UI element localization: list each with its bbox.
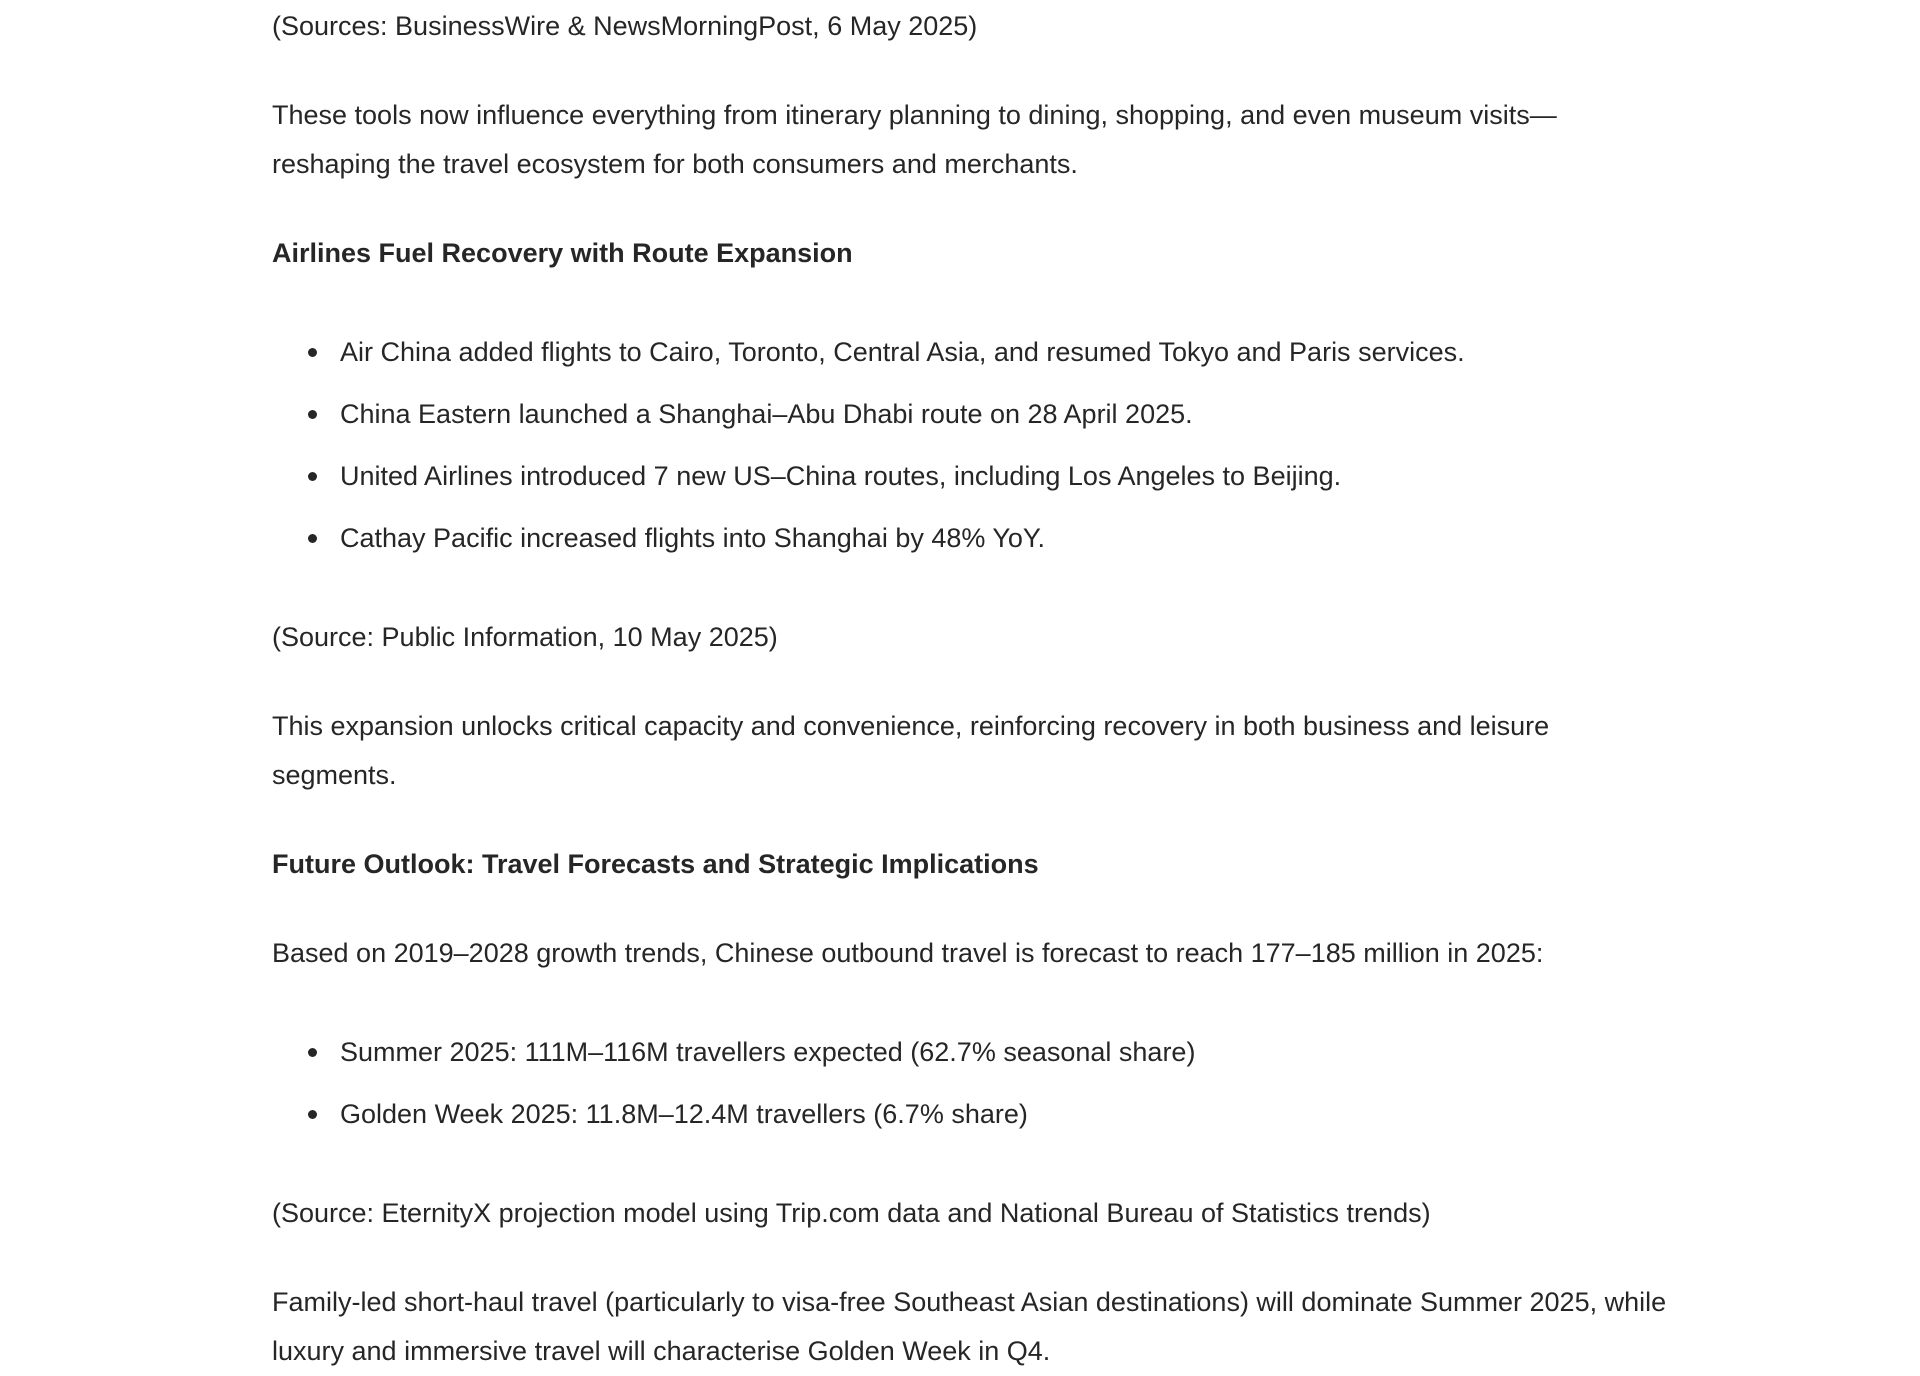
bullet-icon (308, 1048, 317, 1057)
source-citation: (Sources: BusinessWire & NewsMorningPost, 6 May 2025) (272, 11, 978, 41)
bullet-icon (308, 410, 317, 419)
body-paragraph: Based on 2019–2028 growth trends, Chinese outbound travel is forecast to reach 177–185 million in 2025: (272, 938, 1544, 968)
article-body (272, 0, 1672, 1376)
list-item (340, 1028, 1672, 1077)
list-item (340, 1090, 1672, 1139)
section-heading-outlook: Future Outlook: Travel Forecasts and Strategic Implications (272, 849, 1039, 879)
list-item-text: China Eastern launched a Shanghai–Abu Dhabi route on 28 April 2025. (340, 399, 1193, 429)
list-item (340, 514, 1672, 563)
list-item (340, 452, 1672, 501)
list-item-text: Cathay Pacific increased flights into Shanghai by 48% YoY. (340, 523, 1045, 553)
source-citation: (Source: EternityX projection model using Trip.com data and National Bureau of Statistics trends) (272, 1198, 1431, 1228)
forecast-list (272, 1028, 1672, 1139)
body-paragraph: Family-led short-haul travel (particularly to visa-free Southeast Asian destinations) will dominate Summer 2025, while luxury and immersive travel will characterise Golden Week in Q4. (272, 1287, 1667, 1366)
bullet-icon (308, 472, 317, 481)
source-citation: (Source: Public Information, 10 May 2025) (272, 622, 778, 652)
body-paragraph: This expansion unlocks critical capacity and convenience, reinforcing recovery in both business and leisure segments. (272, 711, 1550, 790)
airline-route-list (272, 328, 1672, 563)
list-item-text: Golden Week 2025: 11.8M–12.4M travellers (6.7% share) (340, 1099, 1028, 1129)
list-item (340, 328, 1672, 377)
list-item-text: Air China added flights to Cairo, Toronto, Central Asia, and resumed Tokyo and Paris services. (340, 337, 1465, 367)
bullet-icon (308, 534, 317, 543)
bullet-icon (308, 348, 317, 357)
section-heading-airlines: Airlines Fuel Recovery with Route Expansion (272, 238, 853, 268)
list-item-text: United Airlines introduced 7 new US–China routes, including Los Angeles to Beijing. (340, 461, 1342, 491)
list-item (340, 390, 1672, 439)
body-paragraph: These tools now influence everything from itinerary planning to dining, shopping, and even museum visits—reshaping the travel ecosystem for both consumers and merchants. (272, 100, 1557, 179)
bullet-icon (308, 1110, 317, 1119)
list-item-text: Summer 2025: 111M–116M travellers expected (62.7% seasonal share) (340, 1037, 1196, 1067)
